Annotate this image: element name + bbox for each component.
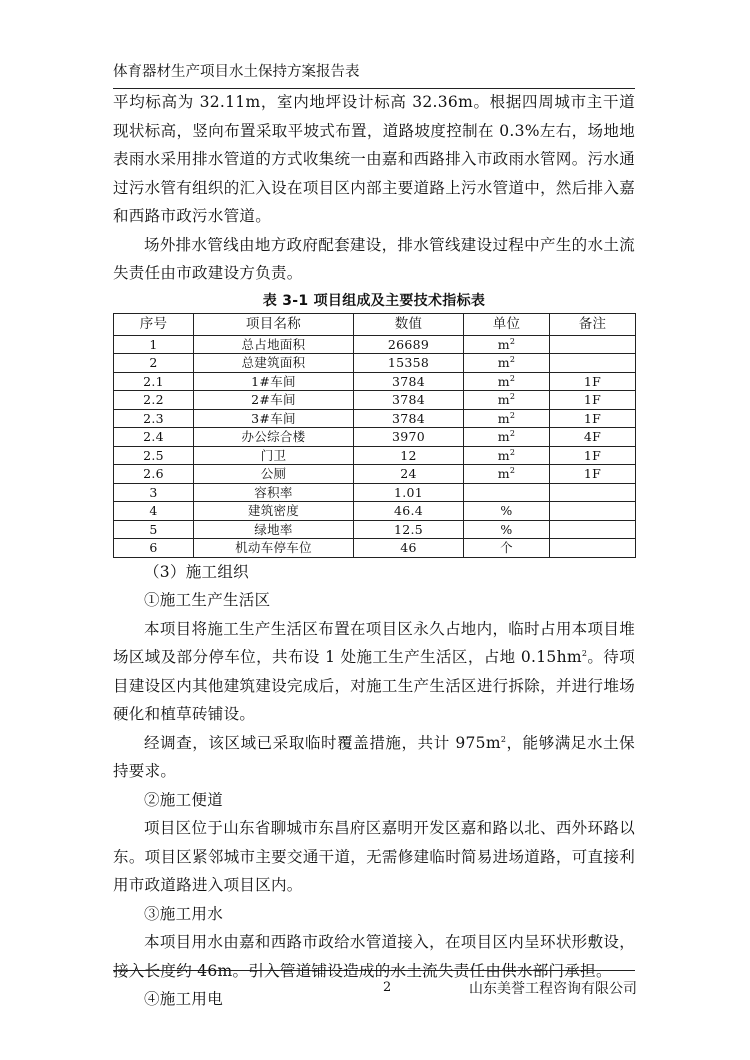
cell-name xyxy=(194,539,354,558)
cell-name-text: 2#车间 xyxy=(251,392,296,408)
cell-name xyxy=(194,335,354,354)
cell-unit-text: m xyxy=(497,355,510,371)
cell-unit xyxy=(464,465,550,484)
cell-no-text: 4 xyxy=(149,503,158,519)
cell-value xyxy=(354,428,464,447)
cell-value xyxy=(354,502,464,521)
cell-value-text: 12.5 xyxy=(393,521,424,537)
table-caption: 表 3-1 项目组成及主要技术指标表 xyxy=(262,292,486,309)
cell-note-text: 4F xyxy=(583,429,602,445)
cell-unit-text: % xyxy=(500,503,513,519)
cell-unit xyxy=(464,409,550,428)
unit-superscript: 2 xyxy=(509,410,516,420)
cell-name-text: 3#车间 xyxy=(251,410,296,426)
cell-no-text: 2.2 xyxy=(143,392,164,408)
cell-name xyxy=(194,520,354,539)
cell-note-text: 1F xyxy=(583,447,602,463)
cell-no xyxy=(114,539,194,558)
cell-value-text: 1.01 xyxy=(393,484,424,500)
cell-note xyxy=(550,483,636,502)
cell-value xyxy=(354,391,464,410)
cell-name-text: 容积率 xyxy=(254,484,293,500)
cell-unit-text: m xyxy=(497,447,510,463)
cell-name-text: 机动车停车位 xyxy=(235,540,312,556)
cell-unit xyxy=(464,372,550,391)
header-unit: 单位 xyxy=(464,313,550,335)
cell-name xyxy=(194,502,354,521)
cell-note xyxy=(550,372,636,391)
cell-name xyxy=(194,465,354,484)
unit-superscript: 2 xyxy=(509,373,516,383)
cell-value-text: 46 xyxy=(400,540,417,556)
cell-note xyxy=(550,391,636,410)
cell-note-text: 1F xyxy=(583,373,602,389)
unit-superscript: 2 xyxy=(509,392,516,402)
cell-unit-text: m xyxy=(497,410,510,426)
cell-no xyxy=(114,520,194,539)
cell-unit xyxy=(464,502,550,521)
table-row xyxy=(114,446,636,465)
cell-value-text: 15358 xyxy=(387,355,430,371)
cell-name-text: 办公综合楼 xyxy=(241,429,306,445)
cell-name xyxy=(194,391,354,410)
cell-unit-text: % xyxy=(500,521,513,537)
cell-value-text: 3970 xyxy=(391,429,425,445)
cell-value-text: 12 xyxy=(400,447,417,463)
cell-value xyxy=(354,354,464,373)
table-row xyxy=(114,391,636,410)
unit-superscript: 2 xyxy=(509,447,516,457)
document-body xyxy=(113,88,635,1014)
paragraph-living-area xyxy=(113,615,635,729)
table-row xyxy=(114,428,636,447)
superscript: 2 xyxy=(500,734,507,744)
table-header-row xyxy=(114,313,636,335)
cell-unit-text: 个 xyxy=(500,540,513,556)
unit-superscript: 2 xyxy=(509,336,516,346)
cell-no xyxy=(114,483,194,502)
cell-note xyxy=(550,354,636,373)
cell-note xyxy=(550,446,636,465)
cell-name-text: 建筑密度 xyxy=(247,503,300,519)
page-number: 2 xyxy=(383,980,392,995)
cell-name-text: 绿地率 xyxy=(254,521,293,537)
survey-text-b: ，能够满足水土保持要求。 xyxy=(113,733,635,780)
header-name: 项目名称 xyxy=(194,313,354,335)
cell-note xyxy=(550,520,636,539)
page-header xyxy=(113,62,635,89)
cell-unit xyxy=(464,391,550,410)
section-heading-organization: （3）施工组织 xyxy=(144,562,249,581)
header-note: 备注 xyxy=(550,313,636,335)
cell-value-text: 24 xyxy=(400,466,417,482)
cell-no-text: 2 xyxy=(149,355,158,371)
cell-note xyxy=(550,428,636,447)
cell-note xyxy=(550,409,636,428)
cell-name xyxy=(194,354,354,373)
cell-name xyxy=(194,409,354,428)
cell-name-text: 门卫 xyxy=(260,447,287,463)
company-name: 山东美誉工程咨询有限公司 xyxy=(469,981,637,997)
subheading-living-area: ①施工生产生活区 xyxy=(144,591,271,609)
table-row xyxy=(114,539,636,558)
cell-unit-text: m xyxy=(497,429,510,445)
cell-value xyxy=(354,465,464,484)
cell-value-text: 46.4 xyxy=(393,503,424,519)
cell-no-text: 2.3 xyxy=(143,410,164,426)
cell-value-text: 3784 xyxy=(391,373,425,389)
cell-value xyxy=(354,520,464,539)
cell-note-text: 1F xyxy=(583,392,602,408)
header-value: 数值 xyxy=(354,313,464,335)
cell-value-text: 3784 xyxy=(391,392,425,408)
cell-name xyxy=(194,446,354,465)
cell-unit xyxy=(464,483,550,502)
cell-no xyxy=(114,428,194,447)
cell-name xyxy=(194,372,354,391)
subheading-access-road: ②施工便道 xyxy=(144,790,224,809)
table-row xyxy=(114,335,636,354)
cell-no xyxy=(114,372,194,391)
unit-superscript: 2 xyxy=(509,355,516,365)
cell-value-text: 3784 xyxy=(391,410,425,426)
cell-no xyxy=(114,502,194,521)
cell-no-text: 5 xyxy=(149,521,158,537)
cell-name xyxy=(194,483,354,502)
header-no: 序号 xyxy=(114,313,194,335)
cell-name xyxy=(194,428,354,447)
cell-unit xyxy=(464,539,550,558)
cell-name-text: 总占地面积 xyxy=(241,336,306,352)
cell-no-text: 2.6 xyxy=(143,466,164,482)
cell-no xyxy=(114,465,194,484)
cell-value xyxy=(354,483,464,502)
document-title: 体育器材生产项目水土保持方案报告表 xyxy=(113,64,360,80)
living-area-text-b: 。待项目建设区内其他建筑建设完成后，对施工生产生活区进行拆除，并进行堆场硬化和植草砖铺设。 xyxy=(113,648,635,723)
paragraph-survey xyxy=(113,729,635,786)
cell-value-text: 26689 xyxy=(387,336,430,352)
cell-unit-text: m xyxy=(497,373,510,389)
unit-superscript: 2 xyxy=(509,429,516,439)
table-row xyxy=(114,409,636,428)
table-body xyxy=(114,335,636,557)
cell-no-text: 2.4 xyxy=(143,429,164,445)
cell-value xyxy=(354,446,464,465)
table-row xyxy=(114,483,636,502)
cell-unit xyxy=(464,446,550,465)
cell-name-text: 公厕 xyxy=(260,466,287,482)
cell-unit xyxy=(464,354,550,373)
cell-no-text: 6 xyxy=(149,540,158,556)
table-row xyxy=(114,354,636,373)
cell-name-text: 1#车间 xyxy=(251,373,296,389)
paragraph-access-road: 项目区位于山东省聊城市东昌府区嘉明开发区嘉和路以北、西外环路以东。项目区紧邻城市主要交通干道，无需修建临时简易进场道路，可直接利用市政道路进入项目区内。 xyxy=(113,819,635,894)
subheading-power: ④施工用电 xyxy=(144,990,224,1008)
cell-no-text: 2.1 xyxy=(143,373,164,389)
cell-unit xyxy=(464,428,550,447)
cell-no xyxy=(114,409,194,428)
cell-name-text: 总建筑面积 xyxy=(241,355,306,371)
footer-divider xyxy=(113,970,635,971)
cell-no xyxy=(114,446,194,465)
paragraph-elevation: 平均标高为 32.11m，室内地坪设计标高 32.36m。根据四周城市主干道现状标高，竖向布置采取平坡式布置，道路坡度控制在 0.3%左右，场地地表雨水采用排水管道的方式收集统一由嘉和西路排入市政雨水管网。污水通过污水管有组织的汇入设在项目区内部主要道路上污水管道中，然后排入嘉和西路市政污水管道。 xyxy=(113,93,635,225)
cell-unit-text: m xyxy=(497,466,510,482)
cell-unit xyxy=(464,520,550,539)
living-area-text-a: 本项目将施工生产生活区布置在项目区永久占地内，临时占用本项目堆场区域及部分停车位，共布设 1 处施工生产生活区，占地 0.15hm xyxy=(113,619,635,666)
table-row xyxy=(114,502,636,521)
cell-no-text: 3 xyxy=(149,484,158,500)
cell-no-text: 1 xyxy=(149,336,158,352)
subheading-water: ③施工用水 xyxy=(144,904,224,923)
paragraph-drainage: 场外排水管线由地方政府配套建设，排水管线建设过程中产生的水土流失责任由市政建设方负责。 xyxy=(113,235,635,282)
table-row xyxy=(114,465,636,484)
cell-value xyxy=(354,409,464,428)
cell-note xyxy=(550,335,636,354)
cell-unit xyxy=(464,335,550,354)
paragraph-water: 本项目用水由嘉和西路市政给水管道接入，在项目区内呈环状形敷设，接入长度约 46m。引入管道铺设造成的水土流失责任由供水部门承担。 xyxy=(113,933,635,980)
cell-no-text: 2.5 xyxy=(143,447,164,463)
table-row xyxy=(114,520,636,539)
cell-unit-text: m xyxy=(497,336,510,352)
unit-superscript: 2 xyxy=(509,466,516,476)
indicator-table xyxy=(113,313,636,558)
cell-no xyxy=(114,335,194,354)
cell-no xyxy=(114,391,194,410)
cell-value xyxy=(354,335,464,354)
survey-text-a: 经调查，该区域已采取临时覆盖措施，共计 975m xyxy=(144,733,501,752)
cell-note xyxy=(550,502,636,521)
table-row xyxy=(114,372,636,391)
cell-note-text: 1F xyxy=(583,466,602,482)
superscript: 2 xyxy=(581,648,588,658)
cell-note xyxy=(550,465,636,484)
cell-value xyxy=(354,539,464,558)
cell-note-text: 1F xyxy=(583,410,602,426)
cell-no xyxy=(114,354,194,373)
cell-unit-text: m xyxy=(497,392,510,408)
cell-value xyxy=(354,372,464,391)
cell-note xyxy=(550,539,636,558)
